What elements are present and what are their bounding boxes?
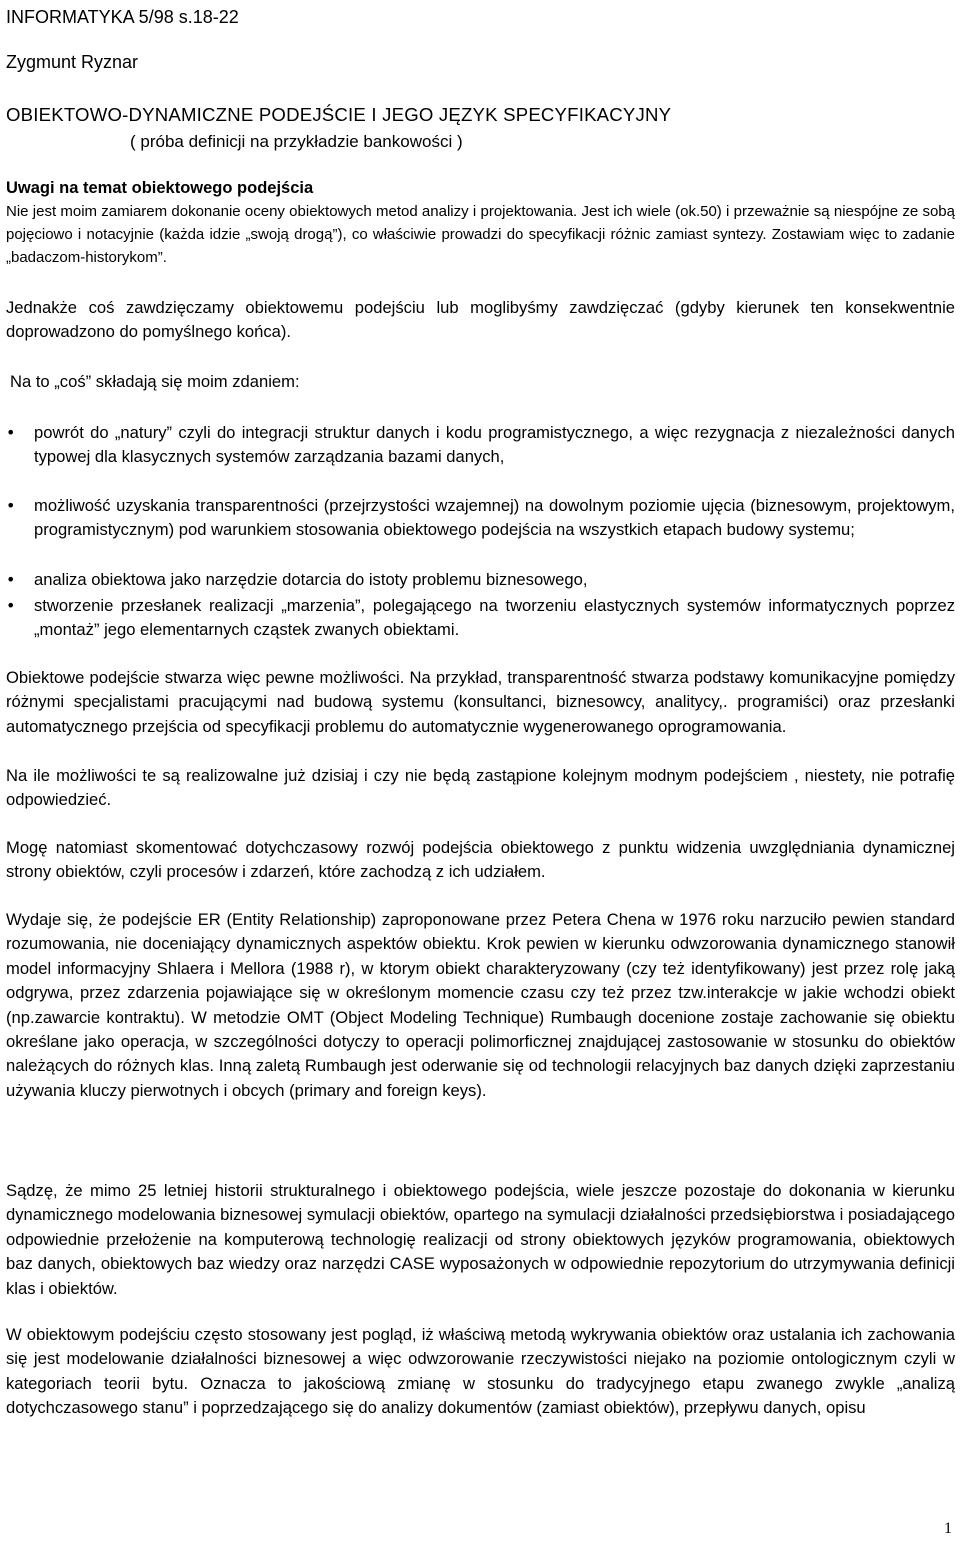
paragraph-2: Na to „coś” składają się moim zdaniem: <box>10 372 300 391</box>
paragraph-8: W obiektowym podejściu często stosowany jest pogląd, iż właściwą metodą wykrywania obiektów oraz ustalania ich zachowania się jest modelowanie działalności biznesowej a więc odwzorowanie rzeczywistości niejako na poziomie ontologicznym czyli w kategoriach teorii bytu. Oznacza to jakościową zmianę w stosunku do tradycyjnego etapu zwanego zwykle „analizą dotychczasowego stanu” i poprzedzającego się do analizy dokumentów (zamiast obiektów), przepływu danych, opisu <box>6 1325 955 1418</box>
paragraph-1: Jednakże coś zawdzięczamy obiektowemu podejściu lub moglibyśmy zawdzięczać (gdyby kierunek ten konsekwentnie doprowadzono do pomyślnego końca). <box>6 298 955 342</box>
article-title: OBIEKTOWO-DYNAMICZNE PODEJŚCIE I JEGO JĘZYK SPECYFIKACYJNY <box>6 104 672 125</box>
bullet-marker: • <box>6 423 16 442</box>
bullet-marker: • <box>6 596 16 615</box>
paragraph-3: Obiektowe podejście stwarza więc pewne możliwości. Na przykład, transparentność stwarza podstawy komunikacyjne pomiędzy różnymi specjalistami pracującymi nad budową systemu (konsultanci, biznesowcy, analitycy,. programiści) oraz przesłanki automatycznego przejścia od specyfikacji problemu do automatycznie wygenerowanego oprogramowania. <box>6 668 955 736</box>
bullet-marker: • <box>6 496 16 515</box>
paragraph-6: Wydaje się, że podejście ER (Entity Relationship) zaproponowane przez Petera Chena w 1976 roku narzuciło pewien standard rozumowania, nie doceniający dynamicznych aspektów obiektu. Krok pewien w kierunku odwzorowania dynamicznego stanowił model informacyjny Shlaera i Mellora (1988 r), w ktorym obiekt charakteryzowany (czy też identyfikowany) jest przez rolę jaką odgrywa, przez zdarzenia pojawiające się w określonym momencie czasu czy też przez tzw.interakcje w jakie wchodzi obiekt (np.zawarcie kontraktu). W metodzie OMT (Object Modeling Technique) Rumbaugh docenione zostaje zachowanie się obiektu określane jako operacja, w szczególności dotyczy to operacji polimorficznej znajdującej zastosowanie w stosunku do obiektów należących do różnych klas. Inną zaletą Rumbaugh jest oderwanie się od technologii relacyjnych baz danych dzięki zaprzestaniu używania kluczy pierwotnych i obcych (primary and foreign keys). <box>6 910 955 1100</box>
paragraph-7: Sądzę, że mimo 25 letniej historii strukturalnego i obiektowego podejścia, wiele jeszcze pozostaje do dokonania w kierunku dynamicznego modelowania biznesowej symulacji obiektów, opartego na symulacji działalności przedsiębiorstwa i posiadającego odpowiednie przełożenie na komputerową technologię realizacji od strony obiektowych języków programowania, obiektowych baz danych, obiektowych baz wiedzy oraz narzędzi CASE wyposażonych w odpowiednie repozytorium do utrzymywania definicji klas i obiektów. <box>6 1181 955 1298</box>
author-name: Zygmunt Ryznar <box>6 52 139 72</box>
bullet-item-2: możliwość uzyskania transparentności (przejrzystości wzajemnej) na dowolnym poziomie ujęcia (biznesowym, projektowym, programistycznym) pod warunkiem stosowania obiektowego podejścia na wszystkich etapach budowy systemu; <box>34 496 955 540</box>
bullet-item-1: powrót do „natury” czyli do integracji struktur danych i kodu programistycznego, a więc rezygnacja z niezależności danych typowej dla klasycznych systemów zarządzania bazami danych, <box>34 423 955 467</box>
page-number: 1 <box>944 1520 952 1537</box>
article-subtitle: ( próba definicji na przykładzie bankowości ) <box>130 132 463 151</box>
bullet-item-3: analiza obiektowa jako narzędzie dotarcia do istoty problemu biznesowego, <box>34 570 588 589</box>
paragraph-4: Na ile możliwości te są realizowalne już dzisiaj i czy nie będą zastąpione kolejnym modnym podejściem , niestety, nie potrafię odpowiedzieć. <box>6 766 955 810</box>
journal-reference: INFORMATYKA 5/98 s.18-22 <box>6 7 239 27</box>
section-heading: Uwagi na temat obiektowego podejścia <box>6 179 314 197</box>
bullet-item-4: stworzenie przesłanek realizacji „marzenia”, polegającego na tworzeniu elastycznych systemów informatycznych poprzez „montaż” jego elementarnych cząstek zwanych obiektami. <box>34 596 955 640</box>
bullet-marker: • <box>6 570 16 589</box>
intro-paragraph: Nie jest moim zamiarem dokonanie oceny obiektowych metod analizy i projektowania. Jest ich wiele (ok.50) i przeważnie są niespójne ze sobą pojęciowo i notacyjnie (każda idzie „swoją drogą”), co właściwie prowadzi do specyfikacji różnic zamiast syntezy. Zostawiam więc to zadanie „badaczom-historykom”. <box>6 203 955 266</box>
paragraph-5: Mogę natomiast skomentować dotychczasowy rozwój podejścia obiektowego z punktu widzenia uwzględniania dynamicznej strony obiektów, czyli procesów i zdarzeń, które zachodzą z ich udziałem. <box>6 838 955 882</box>
